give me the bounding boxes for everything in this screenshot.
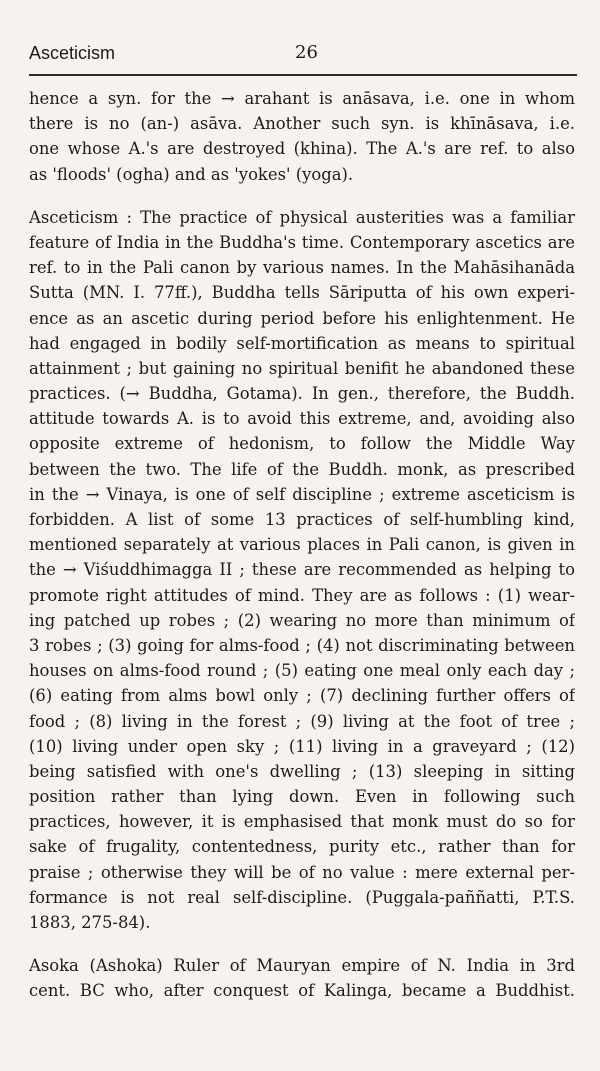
text-line: praise ; otherwise they will be of no value : mere external per- <box>29 862 575 882</box>
text-line: ence as an ascetic during period before his enlightenment. He <box>29 308 575 328</box>
text-line: 1883, 275-84). <box>29 913 151 932</box>
text-line: opposite extreme of hedonism, to follow the Middle Way <box>29 434 575 454</box>
paragraph-gap <box>29 935 575 953</box>
page-number: 26 <box>295 42 318 63</box>
text-line: being satisfied with one's dwelling ; (13) sleeping in sitting <box>29 761 575 781</box>
text-line: hence a syn. for the → arahant is anāsava, i.e. one in whom <box>29 89 575 108</box>
text-line: mentioned separately at various places in Pali canon, is given in <box>29 535 575 555</box>
text-line: food ; (8) living in the forest ; (9) living at the foot of tree ; <box>29 711 575 731</box>
text-line: there is no (an-) asāva. Another such syn. is khīnāsava, i.e. <box>29 114 575 134</box>
text-line: practices. (→ Buddha, Gotama). In gen., therefore, the Buddh. <box>29 384 575 404</box>
text-line: (6) eating from alms bowl only ; (7) declining further offers of <box>29 686 575 706</box>
text-line: feature of India in the Buddha's time. Contemporary ascetics are <box>29 232 575 252</box>
text-line: (10) living under open sky ; (11) living in a graveyard ; (12) <box>29 736 575 756</box>
text-line: formance is not real self-discipline. (Puggala-paññatti, P.T.S. <box>29 887 575 907</box>
text-line: in the → Vinaya, is one of self discipline ; extreme asceticism is <box>29 484 575 504</box>
text-line: Sutta (MN. I. 77ff.), Buddha tells Sāriputta of his own experi- <box>29 283 575 303</box>
text-line: position rather than lying down. Even in following such <box>29 787 575 807</box>
text-line: one whose A.'s are destroyed (khina). The A.'s are ref. to also <box>29 139 575 159</box>
text-line: 3 robes ; (3) going for alms-food ; (4) not discriminating between <box>29 635 575 655</box>
text-line: promote right attitudes of mind. They are as follows : (1) wear- <box>29 585 575 605</box>
text-line: Asoka (Ashoka) Ruler of Mauryan empire of N. India in 3rd <box>29 956 575 976</box>
entry-asoka <box>29 953 575 1003</box>
text-line: as 'floods' (ogha) and as 'yokes' (yoga). <box>29 164 354 184</box>
text-line: between the two. The life of the Buddh. monk, as prescribed <box>29 459 575 479</box>
text-line: houses on alms-food round ; (5) eating one meal only each day ; <box>29 661 575 681</box>
text-line: attitude towards A. is to avoid this extreme, and, avoiding also <box>29 409 575 429</box>
text-line: forbidden. A list of some 13 practices of self-humbling kind, <box>29 510 575 529</box>
text-line: sake of frugality, contentedness, purity etc., rather than for <box>29 837 575 857</box>
header-rule <box>29 74 577 76</box>
text-line: attainment ; but gaining no spiritual benifit he abandoned these <box>29 358 575 378</box>
running-head: Asceticism <box>29 43 116 63</box>
paragraph-gap <box>29 187 575 205</box>
text-line: the → Viśuddhimagga II ; these are recommended as helping to <box>29 560 575 580</box>
text-line: Asceticism : The practice of physical austerities was a familiar <box>29 207 575 227</box>
entry-asceticism <box>29 205 575 935</box>
page-body <box>29 86 575 1004</box>
page-header <box>29 42 577 66</box>
paragraph-asava-continued <box>29 86 575 187</box>
text-line: practices, however, it is emphasised that monk must do so for <box>29 812 575 832</box>
text-line: had engaged in bodily self-mortification as means to spiritual <box>29 333 575 353</box>
text-line: ref. to in the Pali canon by various names. In the Mahāsihanāda <box>29 258 575 278</box>
text-line: ing patched up robes ; (2) wearing no more than minimum of <box>29 610 575 630</box>
text-line: cent. BC who, after conquest of Kalinga, became a Buddhist. <box>29 981 575 1001</box>
